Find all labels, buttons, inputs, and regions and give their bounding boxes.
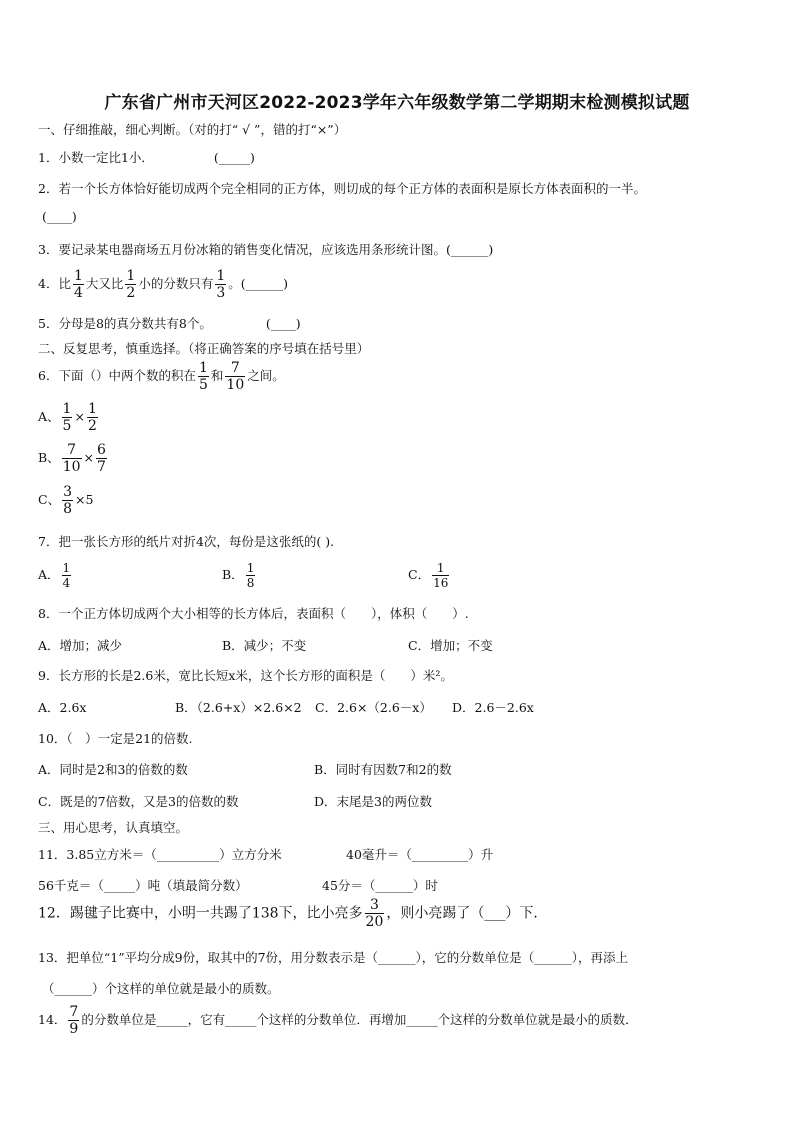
fraction: $\frac{1}{2}$: [126, 268, 136, 301]
section-3-heading: 三、用心思考，认真填空。: [38, 820, 189, 835]
question-4-mid: 大又比: [85, 276, 124, 291]
question-11-part-b[interactable]: 40毫升＝（_________）升: [346, 847, 494, 862]
question-8-option-a[interactable]: A．增加；减少: [38, 638, 123, 653]
page-title: 广东省广州市天河区2022-2023学年六年级数学第二学期期末检测模拟试题: [104, 93, 690, 113]
question-8-option-b[interactable]: B．减少；不变: [222, 638, 307, 653]
question-8-text: 8．一个正方体切成两个大小相等的长方体后，表面积（ ），体积（ ）.: [38, 606, 469, 621]
question-2-text: 2．若一个长方体恰好能切成两个完全相同的正方体，则切成的每个正方体的表面积是原长方体表面积的一半。: [38, 181, 646, 196]
section-2-heading: 二、反复思考，慎重选择。（将正确答案的序号填在括号里）: [38, 341, 370, 356]
fraction: $\frac{1}{4}$: [73, 268, 83, 301]
question-10-option-d[interactable]: D．末尾是3的两位数: [314, 794, 432, 809]
question-7-option-c[interactable]: C． $\frac{1}{16}$: [408, 561, 449, 590]
question-5-blank[interactable]: (____): [265, 316, 301, 331]
question-13-line-2[interactable]: （______）个这样的单位就是最小的质数。: [42, 981, 280, 996]
fraction: $\frac{7}{9}$: [69, 1004, 79, 1037]
question-6: [38, 361, 285, 392]
question-11-part-c[interactable]: 56千克＝（_____）吨（填最简分数）: [38, 878, 248, 893]
question-13-line-1[interactable]: 13．把单位“1”平均分成9份，取其中的7份，用分数表示是（______），它的分数单位是（______），再添上: [38, 950, 629, 965]
question-6-text: 之间。: [247, 368, 285, 383]
question-6-text: 和: [210, 368, 224, 383]
question-12: [38, 898, 547, 929]
question-12-text: 12．踢毽子比赛中，小明一共踢了138下，比小亮多: [38, 905, 363, 922]
fraction: $\frac{3}{20}$: [365, 897, 384, 930]
question-11-part-d[interactable]: 45分＝（______）时: [322, 878, 438, 893]
question-7-option-b[interactable]: B． $\frac{1}{8}$: [222, 561, 255, 590]
question-4: [38, 269, 288, 300]
question-6-option-b[interactable]: B、 $\frac{7}{10}$ × $\frac{6}{7}$: [38, 442, 106, 475]
question-9-option-b[interactable]: B．（2.6+x）×2.6×2: [175, 700, 302, 715]
question-1-text: 1．小数一定比1小．: [38, 150, 154, 165]
question-12-blank[interactable]: ，则小亮踢了（___）下．: [386, 905, 548, 922]
question-4-pre: 4．比: [38, 276, 71, 291]
question-9-option-a[interactable]: A．2.6x: [38, 700, 87, 715]
fraction: $\frac{1}{3}$: [216, 268, 226, 301]
question-1-blank[interactable]: (_____): [213, 150, 255, 165]
fraction: $\frac{1}{5}$: [198, 360, 208, 393]
question-5-text: 5．分母是8的真分数共有8个。: [38, 316, 212, 331]
question-10-option-b[interactable]: B．同时有因数7和2的数: [314, 762, 452, 777]
question-7-text: 7．把一张长方形的纸片对折4次，每份是这张纸的( ).: [38, 534, 335, 549]
question-4-blank[interactable]: 。(______): [228, 276, 289, 291]
fraction: $\frac{7}{10}$: [226, 360, 245, 393]
question-10-option-a[interactable]: A．同时是2和3的倍数的数: [38, 762, 188, 777]
question-14: [38, 1005, 638, 1036]
question-5: [38, 314, 301, 332]
section-1-heading: 一、仔细推敲，细心判断。（对的打“ √ ”，错的打“×”）: [38, 122, 347, 137]
question-6-option-a[interactable]: A、 $\frac{1}{5}$ × $\frac{1}{2}$: [38, 401, 97, 434]
question-14-blank[interactable]: 的分数单位是_____，它有_____个这样的分数单位．再增加_____个这样的分数单位就是最小的质数．: [81, 1012, 638, 1027]
question-8-option-c[interactable]: C．增加；不变: [408, 638, 493, 653]
question-3-text: 3．要记录某电器商场五月份冰箱的销售变化情况，应该选用条形统计图。(______): [38, 242, 494, 257]
question-10-text: 10．（ ）一定是21的倍数.: [38, 731, 193, 746]
question-9-option-c[interactable]: C．2.6×（2.6－x）: [315, 700, 432, 715]
question-10-option-c[interactable]: C．既是的7倍数，又是3的倍数的数: [38, 794, 239, 809]
question-7-option-a[interactable]: A． $\frac{1}{4}$: [38, 561, 71, 590]
question-2-blank[interactable]: (____): [42, 209, 77, 224]
question-6-option-c[interactable]: C、 $\frac{3}{8}$ ×5: [38, 484, 94, 517]
question-6-text: 6．下面（）中两个数的积在: [38, 368, 196, 383]
question-1: [38, 148, 255, 166]
question-9-text: 9．长方形的长是2.6米，宽比长短x米，这个长方形的面积是（ ）米²。: [38, 668, 453, 683]
question-9-option-d[interactable]: D．2.6－2.6x: [452, 700, 534, 715]
question-14-text: 14．: [38, 1012, 67, 1027]
question-11-part-a[interactable]: 11．3.85立方米＝（__________）立方分米: [38, 847, 282, 862]
question-4-mid: 小的分数只有: [138, 276, 214, 291]
